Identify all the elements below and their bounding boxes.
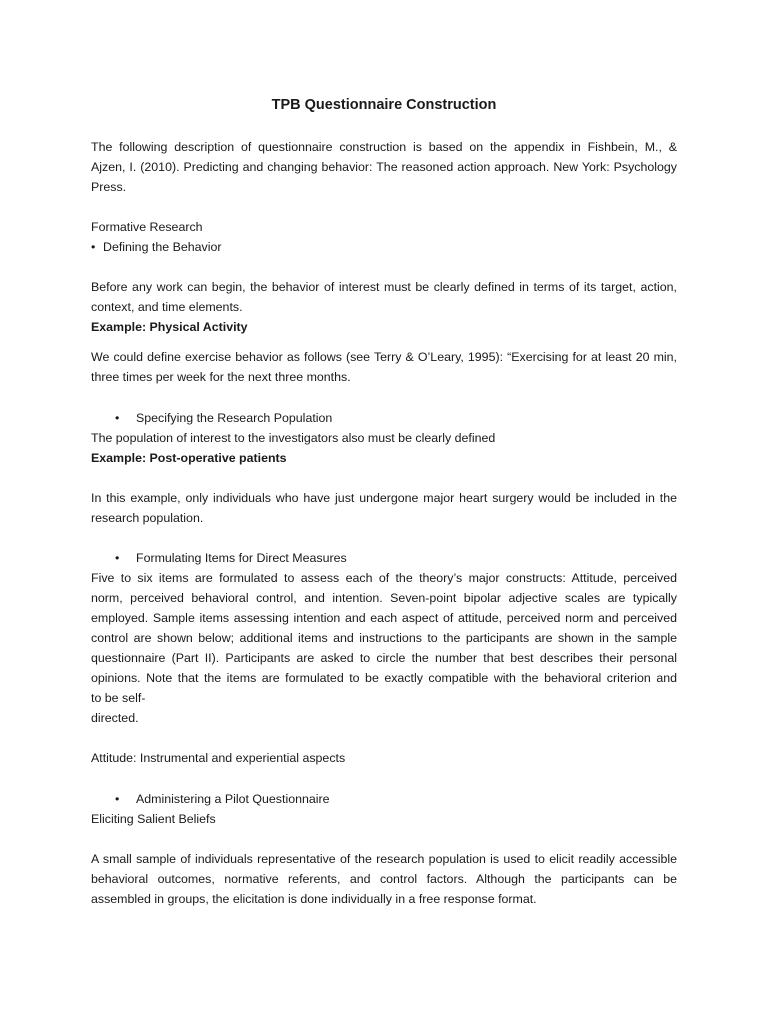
bullet-item-defining bbox=[91, 237, 677, 257]
bullet-icon: • bbox=[91, 240, 96, 254]
paragraph-line: control are shown below; additional items and instructions to the participants are shown in the sample bbox=[91, 631, 677, 645]
example-heading-postop: Example: Post-operative patients bbox=[91, 451, 287, 465]
paragraph-line: directed. bbox=[91, 711, 139, 725]
bullet-text: Administering a Pilot Questionnaire bbox=[136, 792, 330, 806]
bullet-item-population bbox=[91, 408, 677, 428]
paragraph-line: opinions. Note that the items are formulated to be exactly compatible with the behavioral criterion and bbox=[91, 671, 677, 685]
bullet-icon: • bbox=[115, 792, 120, 806]
paragraph-line: behavioral outcomes, normative referents, and control factors. Although the participants can be bbox=[91, 872, 677, 886]
paragraph-line: Five to six items are formulated to assess each of the theory’s major constructs: Attitude, perceived bbox=[91, 571, 677, 585]
paragraph-line: assembled in groups, the elicitation is done individually in a free response format. bbox=[91, 892, 537, 906]
section-heading-eliciting: Eliciting Salient Beliefs bbox=[91, 812, 216, 826]
paragraph-line: We could define exercise behavior as follows (see Terry & O’Leary, 1995): “Exercising for at least 20 min, bbox=[91, 350, 677, 364]
paragraph-line: to be self- bbox=[91, 691, 146, 705]
paragraph-line: research population. bbox=[91, 511, 204, 525]
paragraph-line: employed. Sample items assessing intention and each aspect of attitude, perceived norm and perceived bbox=[91, 611, 677, 625]
bullet-icon: • bbox=[115, 411, 120, 425]
paragraph-line: A small sample of individuals representative of the research population is used to elicit readily accessible bbox=[91, 852, 677, 866]
bullet-icon: • bbox=[115, 551, 120, 565]
attitude-line: Attitude: Instrumental and experiential aspects bbox=[91, 751, 346, 765]
document-page bbox=[91, 0, 677, 1024]
paragraph-line: Before any work can begin, the behavior of interest must be clearly defined in terms of its target, action, bbox=[91, 280, 677, 294]
bullet-text: Defining the Behavior bbox=[103, 240, 222, 254]
paragraph-line: questionnaire (Part II). Participants are asked to circle the number that best describes their personal bbox=[91, 651, 677, 665]
page-title: TPB Questionnaire Construction bbox=[271, 97, 497, 113]
section-heading-formative: Formative Research bbox=[91, 220, 203, 234]
intro-line-2: Ajzen, I. (2010). Predicting and changing behavior: The reasoned action approach. New York: Psychology bbox=[91, 160, 677, 174]
example-heading-physical: Example: Physical Activity bbox=[91, 320, 248, 334]
paragraph-line: norm, perceived behavioral control, and intention. Seven-point bipolar adjective scales are typically bbox=[91, 591, 677, 605]
paragraph-line: three times per week for the next three months. bbox=[91, 370, 351, 384]
bullet-text: Specifying the Research Population bbox=[136, 411, 333, 425]
paragraph-line: The population of interest to the investigators also must be clearly defined bbox=[91, 431, 496, 445]
paragraph-line: In this example, only individuals who have just undergone major heart surgery would be included in the bbox=[91, 491, 677, 505]
paragraph-line: context, and time elements. bbox=[91, 300, 243, 314]
intro-line-3: Press. bbox=[91, 180, 127, 194]
intro-line-1: The following description of questionnaire construction is based on the appendix in Fishbein, M., & bbox=[91, 140, 677, 154]
bullet-item-pilot bbox=[91, 789, 677, 809]
bullet-item-formulating bbox=[91, 548, 677, 568]
bullet-text: Formulating Items for Direct Measures bbox=[136, 551, 347, 565]
